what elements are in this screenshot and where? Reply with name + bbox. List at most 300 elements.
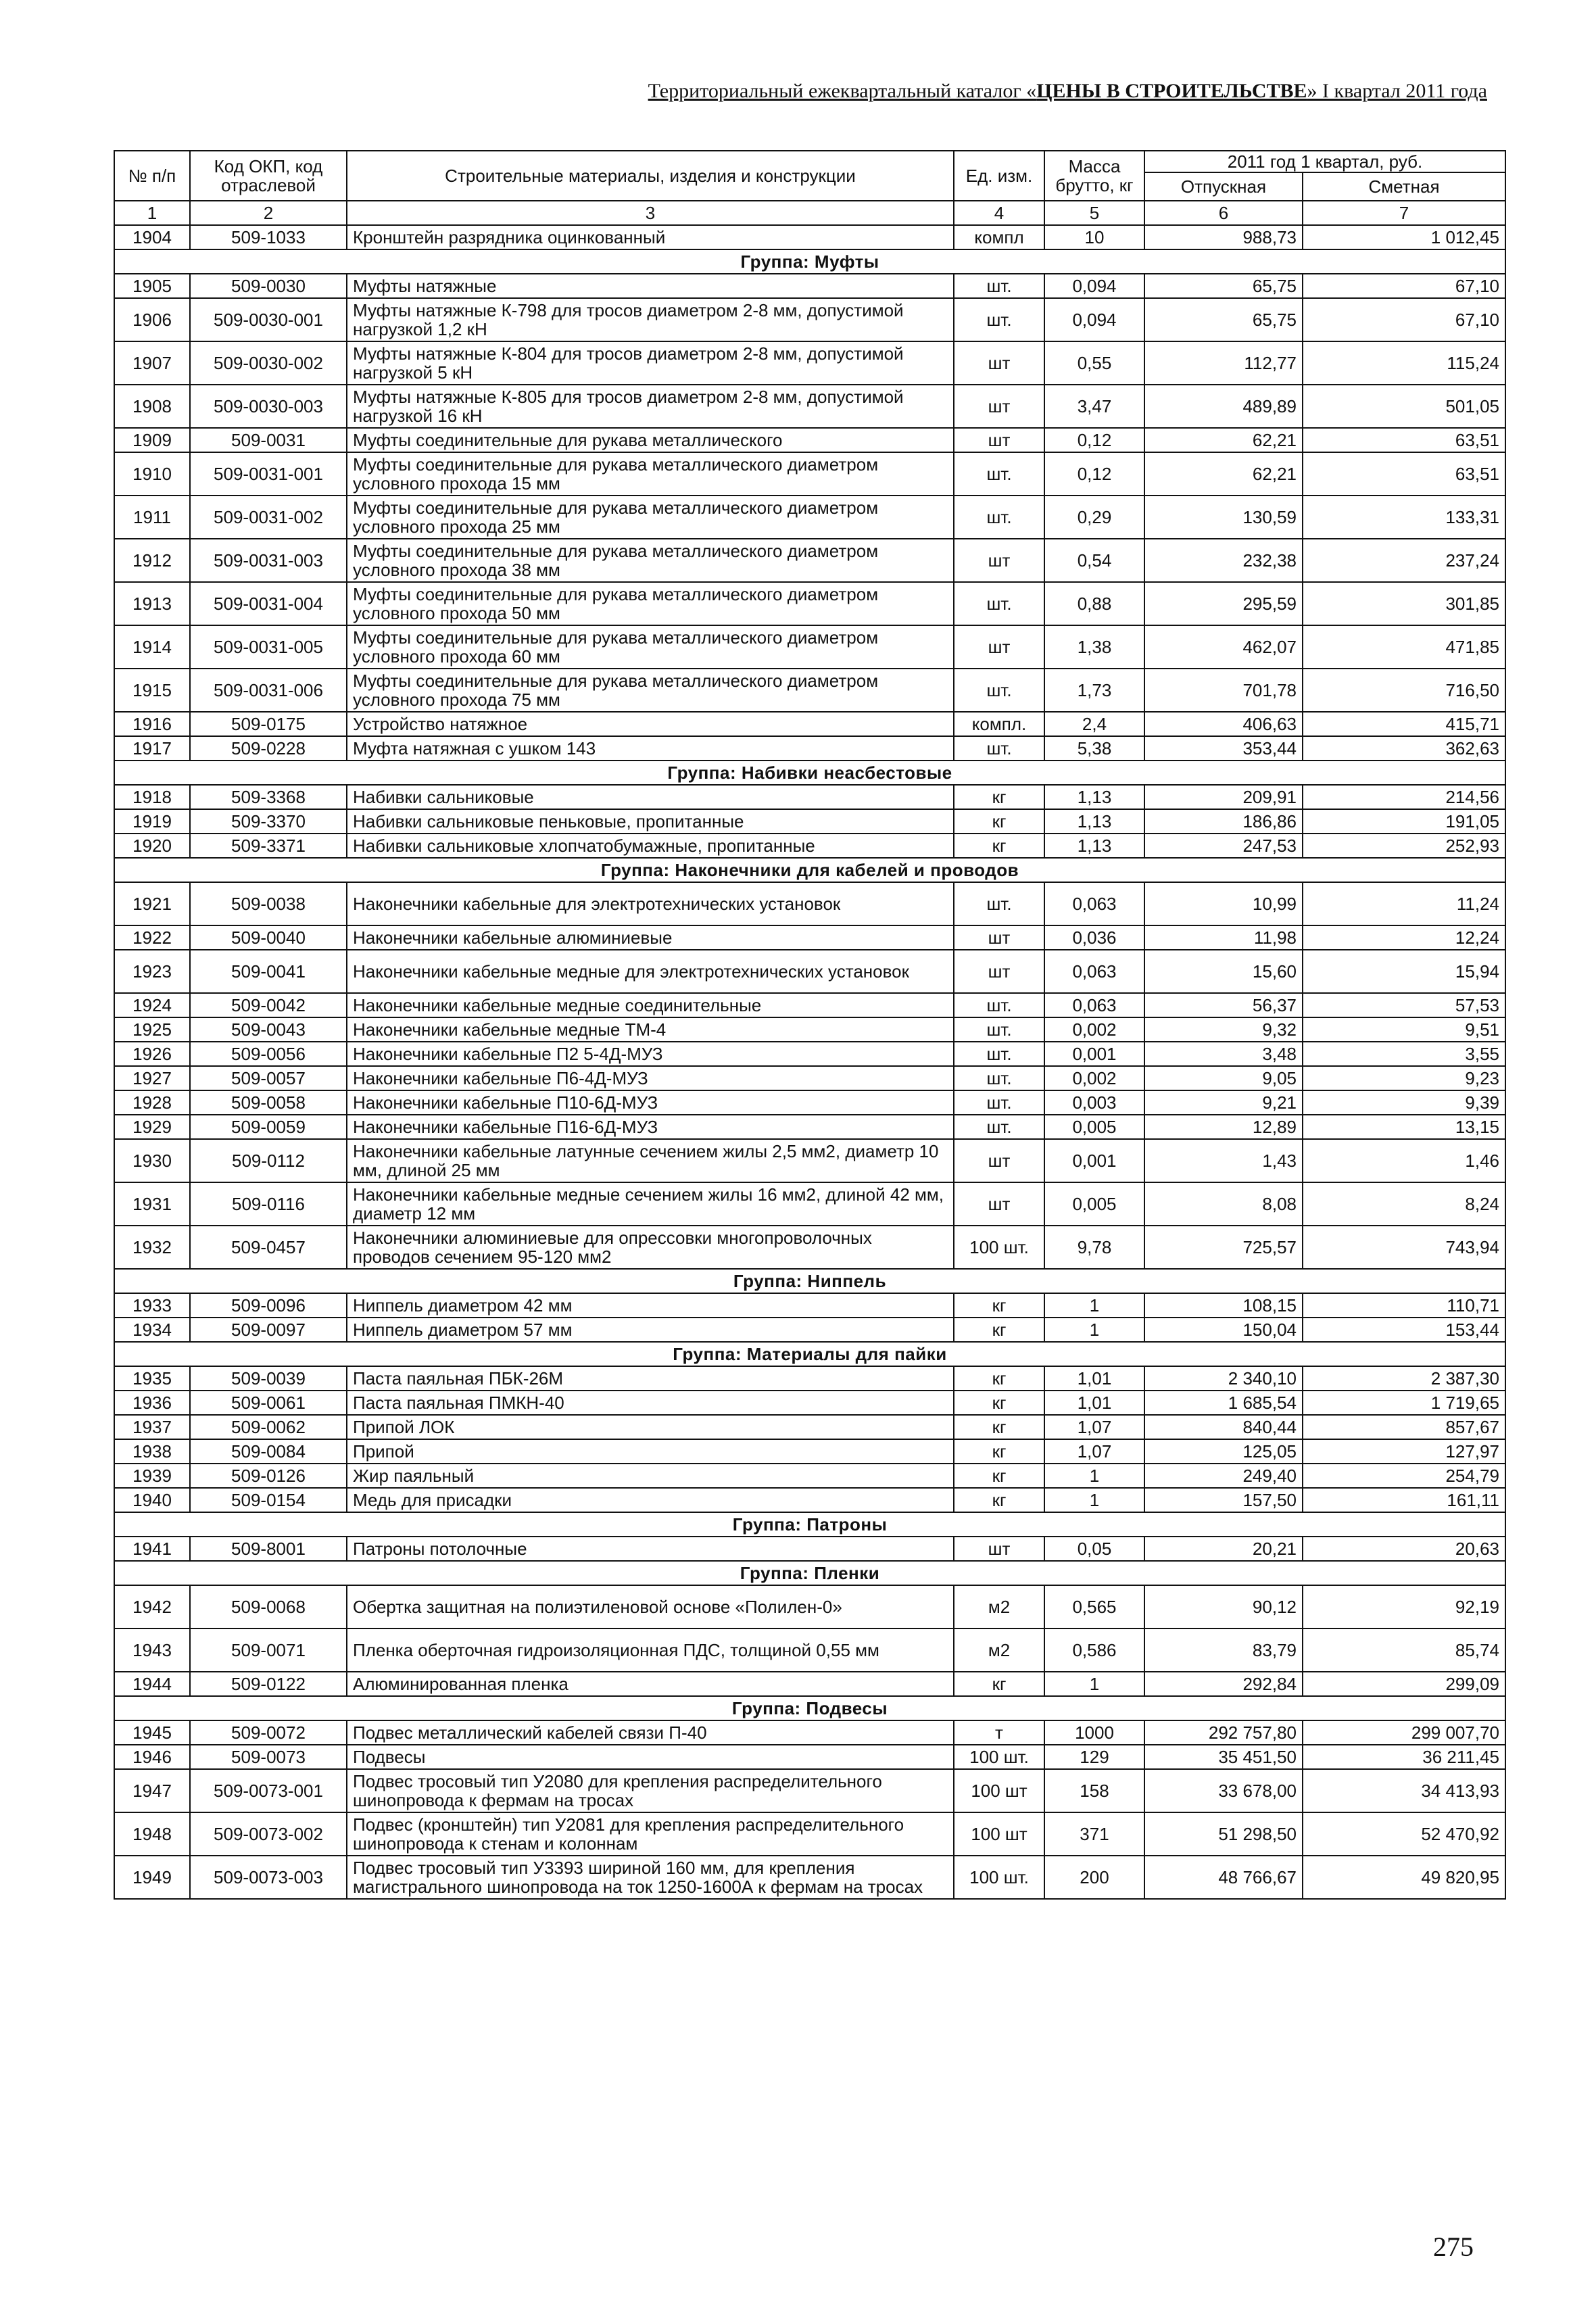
row-unit: 100 шт [954, 1812, 1044, 1856]
row-price-estimate: 127,97 [1303, 1439, 1505, 1464]
row-price-estimate: 254,79 [1303, 1464, 1505, 1488]
row-unit: кг [954, 1318, 1044, 1342]
row-code: 509-0058 [190, 1090, 347, 1115]
row-price-release: 48 766,67 [1144, 1856, 1303, 1899]
row-number: 1909 [114, 428, 190, 452]
row-code: 509-3371 [190, 834, 347, 858]
group-row [114, 249, 1505, 274]
row-unit: 100 шт. [954, 1226, 1044, 1269]
row-name: Муфта натяжная с ушком 143 [347, 736, 954, 761]
row-price-estimate: 299 007,70 [1303, 1720, 1505, 1745]
col-code-header: Код ОКП, код отраслевой [190, 151, 347, 201]
group-row [114, 858, 1505, 882]
row-unit: шт. [954, 882, 1044, 925]
row-unit: кг [954, 1366, 1044, 1391]
row-number: 1914 [114, 625, 190, 669]
row-name: Наконечники кабельные П6-4Д-МУЗ [347, 1066, 954, 1090]
row-unit: м2 [954, 1585, 1044, 1629]
row-unit: шт. [954, 736, 1044, 761]
row-price-release: 840,44 [1144, 1415, 1303, 1439]
row-mass: 0,063 [1044, 950, 1144, 993]
row-name: Муфты соединительные для рукава металлического диаметром условного прохода 38 мм [347, 539, 954, 582]
table-row [114, 428, 1505, 452]
table-row [114, 385, 1505, 428]
group-row [114, 1342, 1505, 1366]
table-row [114, 1856, 1505, 1899]
row-code: 509-0059 [190, 1115, 347, 1139]
row-mass: 1,13 [1044, 834, 1144, 858]
row-number: 1946 [114, 1745, 190, 1769]
row-price-release: 112,77 [1144, 341, 1303, 385]
row-number: 1911 [114, 496, 190, 539]
row-unit: шт [954, 385, 1044, 428]
row-mass: 129 [1044, 1745, 1144, 1769]
column-index-row [114, 201, 1505, 225]
table-row [114, 298, 1505, 341]
table-row [114, 882, 1505, 925]
group-row [114, 1561, 1505, 1585]
row-price-release: 62,21 [1144, 452, 1303, 496]
row-price-release: 12,89 [1144, 1115, 1303, 1139]
row-code: 509-0073-001 [190, 1769, 347, 1812]
row-mass: 1,01 [1044, 1391, 1144, 1415]
row-code: 509-0030-001 [190, 298, 347, 341]
row-unit: шт. [954, 1042, 1044, 1066]
row-price-estimate: 57,53 [1303, 993, 1505, 1017]
row-price-release: 186,86 [1144, 809, 1303, 834]
col-period-header: 2011 год 1 квартал, руб. [1144, 151, 1505, 172]
row-code: 509-0031-003 [190, 539, 347, 582]
row-code: 509-0031-001 [190, 452, 347, 496]
row-number: 1932 [114, 1226, 190, 1269]
row-name: Подвес металлический кабелей связи П-40 [347, 1720, 954, 1745]
col-index: 7 [1303, 201, 1505, 225]
row-unit: компл. [954, 712, 1044, 736]
table-row [114, 1115, 1505, 1139]
row-unit: кг [954, 834, 1044, 858]
row-mass: 1,07 [1044, 1415, 1144, 1439]
table-row [114, 834, 1505, 858]
row-number: 1930 [114, 1139, 190, 1182]
row-price-release: 2 340,10 [1144, 1366, 1303, 1391]
row-name: Припой [347, 1439, 954, 1464]
row-name: Наконечники кабельные латунные сечением жилы 2,5 мм2, диаметр 10 мм, длиной 25 мм [347, 1139, 954, 1182]
row-mass: 0,094 [1044, 298, 1144, 341]
row-name: Наконечники кабельные П2 5-4Д-МУЗ [347, 1042, 954, 1066]
row-price-release: 353,44 [1144, 736, 1303, 761]
row-price-estimate: 34 413,93 [1303, 1769, 1505, 1812]
row-code: 509-0097 [190, 1318, 347, 1342]
row-price-estimate: 716,50 [1303, 669, 1505, 712]
row-mass: 0,88 [1044, 582, 1144, 625]
row-unit: кг [954, 1391, 1044, 1415]
row-price-estimate: 15,94 [1303, 950, 1505, 993]
row-price-estimate: 67,10 [1303, 298, 1505, 341]
row-name: Ниппель диаметром 42 мм [347, 1293, 954, 1318]
row-mass: 0,29 [1044, 496, 1144, 539]
row-number: 1928 [114, 1090, 190, 1115]
row-price-release: 292,84 [1144, 1672, 1303, 1696]
col-index: 1 [114, 201, 190, 225]
row-number: 1917 [114, 736, 190, 761]
row-price-estimate: 52 470,92 [1303, 1812, 1505, 1856]
row-unit: м2 [954, 1629, 1044, 1672]
row-price-estimate: 12,24 [1303, 925, 1505, 950]
row-price-release: 15,60 [1144, 950, 1303, 993]
row-unit: 100 шт. [954, 1856, 1044, 1899]
row-unit: кг [954, 1488, 1044, 1512]
row-mass: 5,38 [1044, 736, 1144, 761]
row-price-release: 247,53 [1144, 834, 1303, 858]
header-suffix: » I квартал 2011 года [1307, 80, 1487, 102]
table-row [114, 1464, 1505, 1488]
row-name: Подвес тросовый тип У2080 для крепления распределительного шинопровода к фермам на тросах [347, 1769, 954, 1812]
row-price-estimate: 8,24 [1303, 1182, 1505, 1226]
row-price-estimate: 63,51 [1303, 428, 1505, 452]
row-name: Кронштейн разрядника оцинкованный [347, 225, 954, 249]
row-unit: шт [954, 1537, 1044, 1561]
row-unit: шт. [954, 669, 1044, 712]
row-price-release: 125,05 [1144, 1439, 1303, 1464]
row-price-release: 35 451,50 [1144, 1745, 1303, 1769]
row-mass: 0,12 [1044, 452, 1144, 496]
row-price-release: 9,32 [1144, 1017, 1303, 1042]
row-price-release: 150,04 [1144, 1318, 1303, 1342]
table-row [114, 225, 1505, 249]
col-index: 2 [190, 201, 347, 225]
row-mass: 0,55 [1044, 341, 1144, 385]
row-price-release: 249,40 [1144, 1464, 1303, 1488]
row-unit: 100 шт [954, 1769, 1044, 1812]
row-mass: 0,094 [1044, 274, 1144, 298]
row-unit: шт. [954, 274, 1044, 298]
row-price-release: 65,75 [1144, 298, 1303, 341]
table-row [114, 712, 1505, 736]
row-mass: 200 [1044, 1856, 1144, 1899]
row-price-estimate: 2 387,30 [1303, 1366, 1505, 1391]
row-code: 509-0030-002 [190, 341, 347, 385]
row-price-estimate: 301,85 [1303, 582, 1505, 625]
row-price-release: 1,43 [1144, 1139, 1303, 1182]
row-code: 509-0122 [190, 1672, 347, 1696]
row-name: Патроны потолочные [347, 1537, 954, 1561]
row-unit: компл [954, 225, 1044, 249]
row-price-estimate: 214,56 [1303, 785, 1505, 809]
row-name: Наконечники кабельные медные сечением жилы 16 мм2, длиной 42 мм, диаметр 12 мм [347, 1182, 954, 1226]
row-name: Наконечники кабельные медные для электротехнических установок [347, 950, 954, 993]
row-mass: 1 [1044, 1672, 1144, 1696]
row-name: Муфты натяжные [347, 274, 954, 298]
row-name: Ниппель диаметром 57 мм [347, 1318, 954, 1342]
col-mass-header: Масса брутто, кг [1044, 151, 1144, 201]
header-prefix: Территориальный ежеквартальный каталог « [648, 80, 1037, 102]
row-name: Муфты натяжные К-804 для тросов диаметром 2-8 мм, допустимой нагрузкой 5 кН [347, 341, 954, 385]
row-code: 509-0030 [190, 274, 347, 298]
row-unit: кг [954, 1415, 1044, 1439]
row-mass: 10 [1044, 225, 1144, 249]
row-price-estimate: 153,44 [1303, 1318, 1505, 1342]
row-mass: 2,4 [1044, 712, 1144, 736]
row-unit: шт. [954, 452, 1044, 496]
row-number: 1924 [114, 993, 190, 1017]
row-unit: шт [954, 428, 1044, 452]
col-price1-header: Отпускная [1144, 172, 1303, 201]
row-mass: 0,001 [1044, 1042, 1144, 1066]
price-table [114, 150, 1506, 1900]
col-index: 6 [1144, 201, 1303, 225]
row-price-release: 988,73 [1144, 225, 1303, 249]
row-price-estimate: 1,46 [1303, 1139, 1505, 1182]
row-name: Алюминированная пленка [347, 1672, 954, 1696]
row-code: 509-0228 [190, 736, 347, 761]
row-number: 1923 [114, 950, 190, 993]
row-unit: кг [954, 1439, 1044, 1464]
row-price-release: 406,63 [1144, 712, 1303, 736]
group-title: Группа: Муфты [114, 249, 1505, 274]
row-unit: кг [954, 809, 1044, 834]
row-number: 1937 [114, 1415, 190, 1439]
table-row [114, 1488, 1505, 1512]
table-row [114, 1415, 1505, 1439]
row-mass: 0,54 [1044, 539, 1144, 582]
group-row [114, 1696, 1505, 1720]
row-price-release: 209,91 [1144, 785, 1303, 809]
row-number: 1906 [114, 298, 190, 341]
row-name: Паста паяльная ПБК-26М [347, 1366, 954, 1391]
row-price-release: 8,08 [1144, 1182, 1303, 1226]
row-mass: 0,002 [1044, 1066, 1144, 1090]
row-number: 1908 [114, 385, 190, 428]
header-title: ЦЕНЫ В СТРОИТЕЛЬСТВЕ [1036, 80, 1307, 102]
header-row [114, 151, 1505, 172]
row-price-estimate: 9,39 [1303, 1090, 1505, 1115]
row-name: Муфты соединительные для рукава металлического диаметром условного прохода 15 мм [347, 452, 954, 496]
row-mass: 1,07 [1044, 1439, 1144, 1464]
row-price-estimate: 501,05 [1303, 385, 1505, 428]
row-mass: 0,002 [1044, 1017, 1144, 1042]
row-code: 509-0073-002 [190, 1812, 347, 1856]
row-code: 509-0175 [190, 712, 347, 736]
row-price-estimate: 252,93 [1303, 834, 1505, 858]
row-number: 1947 [114, 1769, 190, 1812]
row-price-release: 292 757,80 [1144, 1720, 1303, 1745]
row-name: Муфты натяжные К-798 для тросов диаметром 2-8 мм, допустимой нагрузкой 1,2 кН [347, 298, 954, 341]
row-price-estimate: 133,31 [1303, 496, 1505, 539]
page-number: 275 [1433, 2231, 1474, 2262]
col-price2-header: Сметная [1303, 172, 1505, 201]
row-code: 509-0031 [190, 428, 347, 452]
row-price-release: 108,15 [1144, 1293, 1303, 1318]
row-price-estimate: 415,71 [1303, 712, 1505, 736]
row-mass: 0,063 [1044, 882, 1144, 925]
row-mass: 0,001 [1044, 1139, 1144, 1182]
row-mass: 0,12 [1044, 428, 1144, 452]
row-code: 509-0071 [190, 1629, 347, 1672]
col-name-header: Строительные материалы, изделия и конструкции [347, 151, 954, 201]
row-number: 1941 [114, 1537, 190, 1561]
table-row [114, 1042, 1505, 1066]
table-row [114, 1293, 1505, 1318]
row-code: 509-0126 [190, 1464, 347, 1488]
row-code: 509-0030-003 [190, 385, 347, 428]
row-price-release: 130,59 [1144, 496, 1303, 539]
table-row [114, 1629, 1505, 1672]
table-row [114, 1366, 1505, 1391]
row-price-estimate: 63,51 [1303, 452, 1505, 496]
row-mass: 1,73 [1044, 669, 1144, 712]
row-number: 1949 [114, 1856, 190, 1899]
row-price-release: 9,21 [1144, 1090, 1303, 1115]
table-row [114, 1139, 1505, 1182]
row-name: Устройство натяжное [347, 712, 954, 736]
row-code: 509-0084 [190, 1439, 347, 1464]
row-mass: 0,036 [1044, 925, 1144, 950]
row-code: 509-0056 [190, 1042, 347, 1066]
row-code: 509-0038 [190, 882, 347, 925]
row-code: 509-0031-002 [190, 496, 347, 539]
table-row [114, 1672, 1505, 1696]
table-row [114, 274, 1505, 298]
row-unit: шт. [954, 1017, 1044, 1042]
row-price-release: 56,37 [1144, 993, 1303, 1017]
row-mass: 1,38 [1044, 625, 1144, 669]
row-mass: 1000 [1044, 1720, 1144, 1745]
table-row [114, 341, 1505, 385]
row-code: 509-0068 [190, 1585, 347, 1629]
row-number: 1938 [114, 1439, 190, 1464]
row-mass: 371 [1044, 1812, 1144, 1856]
row-name: Набивки сальниковые хлопчатобумажные, пропитанные [347, 834, 954, 858]
row-unit: 100 шт. [954, 1745, 1044, 1769]
row-code: 509-3370 [190, 809, 347, 834]
row-unit: шт. [954, 298, 1044, 341]
table-row [114, 1226, 1505, 1269]
row-price-estimate: 20,63 [1303, 1537, 1505, 1561]
row-price-estimate: 115,24 [1303, 341, 1505, 385]
row-price-release: 51 298,50 [1144, 1812, 1303, 1856]
row-unit: шт [954, 625, 1044, 669]
row-name: Муфты соединительные для рукава металлического диаметром условного прохода 25 мм [347, 496, 954, 539]
row-name: Наконечники алюминиевые для опрессовки многопроволочных проводов сечением 95-120 мм2 [347, 1226, 954, 1269]
row-number: 1910 [114, 452, 190, 496]
row-number: 1922 [114, 925, 190, 950]
row-price-release: 83,79 [1144, 1629, 1303, 1672]
row-unit: шт. [954, 1115, 1044, 1139]
row-unit: кг [954, 1293, 1044, 1318]
row-price-release: 462,07 [1144, 625, 1303, 669]
row-unit: кг [954, 1672, 1044, 1696]
table-row [114, 1090, 1505, 1115]
table-row [114, 496, 1505, 539]
row-unit: кг [954, 785, 1044, 809]
row-name: Муфты натяжные К-805 для тросов диаметром 2-8 мм, допустимой нагрузкой 16 кН [347, 385, 954, 428]
row-name: Наконечники кабельные П16-6Д-МУЗ [347, 1115, 954, 1139]
row-name: Набивки сальниковые [347, 785, 954, 809]
col-num-header: № п/п [114, 151, 190, 201]
row-number: 1920 [114, 834, 190, 858]
row-price-estimate: 471,85 [1303, 625, 1505, 669]
row-price-release: 33 678,00 [1144, 1769, 1303, 1812]
row-code: 509-0072 [190, 1720, 347, 1745]
row-price-release: 725,57 [1144, 1226, 1303, 1269]
row-price-estimate: 110,71 [1303, 1293, 1505, 1318]
table-row [114, 1182, 1505, 1226]
row-name: Обертка защитная на полиэтиленовой основе «Полилен-0» [347, 1585, 954, 1629]
row-mass: 1 [1044, 1293, 1144, 1318]
row-number: 1921 [114, 882, 190, 925]
row-name: Медь для присадки [347, 1488, 954, 1512]
row-unit: т [954, 1720, 1044, 1745]
row-number: 1907 [114, 341, 190, 385]
row-number: 1933 [114, 1293, 190, 1318]
row-price-estimate: 1 719,65 [1303, 1391, 1505, 1415]
row-code: 509-0073-003 [190, 1856, 347, 1899]
row-price-release: 11,98 [1144, 925, 1303, 950]
col-unit-header: Ед. изм. [954, 151, 1044, 201]
table-row [114, 1769, 1505, 1812]
row-name: Паста паяльная ПМКН-40 [347, 1391, 954, 1415]
row-mass: 1,13 [1044, 785, 1144, 809]
row-number: 1912 [114, 539, 190, 582]
row-price-estimate: 191,05 [1303, 809, 1505, 834]
row-code: 509-0043 [190, 1017, 347, 1042]
row-name: Муфты соединительные для рукава металлического диаметром условного прохода 60 мм [347, 625, 954, 669]
row-name: Подвес тросовый тип У3393 шириной 160 мм, для крепления магистрального шинопровода на ток 1250-1600А к фермам на тросах [347, 1856, 954, 1899]
group-row [114, 1269, 1505, 1293]
row-mass: 0,05 [1044, 1537, 1144, 1561]
table-row [114, 809, 1505, 834]
table-row [114, 736, 1505, 761]
row-unit: шт. [954, 1090, 1044, 1115]
row-number: 1905 [114, 274, 190, 298]
row-number: 1931 [114, 1182, 190, 1226]
row-price-release: 62,21 [1144, 428, 1303, 452]
row-unit: шт [954, 539, 1044, 582]
row-price-estimate: 743,94 [1303, 1226, 1505, 1269]
group-title: Группа: Материалы для пайки [114, 1342, 1505, 1366]
row-number: 1943 [114, 1629, 190, 1672]
row-mass: 0,003 [1044, 1090, 1144, 1115]
group-title: Группа: Набивки неасбестовые [114, 761, 1505, 785]
row-number: 1929 [114, 1115, 190, 1139]
row-price-estimate: 92,19 [1303, 1585, 1505, 1629]
row-unit: шт [954, 341, 1044, 385]
row-name: Наконечники кабельные для электротехнических установок [347, 882, 954, 925]
row-number: 1915 [114, 669, 190, 712]
row-code: 509-0040 [190, 925, 347, 950]
row-number: 1926 [114, 1042, 190, 1066]
row-code: 509-0096 [190, 1293, 347, 1318]
row-price-estimate: 237,24 [1303, 539, 1505, 582]
row-mass: 3,47 [1044, 385, 1144, 428]
table-row [114, 1017, 1505, 1042]
group-row [114, 761, 1505, 785]
row-unit: шт. [954, 993, 1044, 1017]
row-price-estimate: 36 211,45 [1303, 1745, 1505, 1769]
row-price-estimate: 299,09 [1303, 1672, 1505, 1696]
row-number: 1942 [114, 1585, 190, 1629]
row-price-estimate: 67,10 [1303, 274, 1505, 298]
row-code: 509-0116 [190, 1182, 347, 1226]
row-code: 509-0457 [190, 1226, 347, 1269]
col-index: 3 [347, 201, 954, 225]
row-number: 1948 [114, 1812, 190, 1856]
row-code: 509-0039 [190, 1366, 347, 1391]
row-price-estimate: 9,51 [1303, 1017, 1505, 1042]
group-row [114, 1512, 1505, 1537]
row-price-release: 3,48 [1144, 1042, 1303, 1066]
table-row [114, 1812, 1505, 1856]
